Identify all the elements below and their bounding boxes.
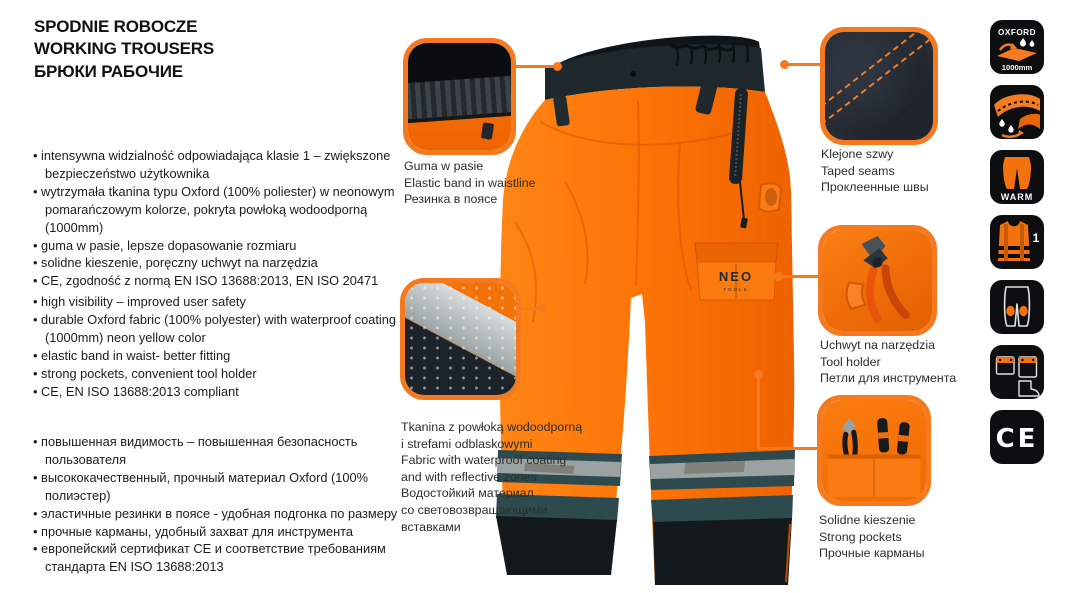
feature-item: • CE, zgodność z normą EN ISO 13688:2013, EN ISO 20471 — [33, 272, 425, 290]
oxford-label: OXFORD — [997, 28, 1037, 37]
feature-item: • прочные карманы, удобный захват для инструмента — [33, 523, 425, 541]
feature-item: • высококачественный, прочный материал Oxford (100% полиэстер) — [33, 469, 425, 505]
label-line: Uchwyt na narzędzia — [820, 338, 936, 352]
label-line: со световозвращающими — [401, 503, 548, 518]
leader-dot-waistband — [553, 62, 562, 71]
label-line: Klejone szwy — [821, 147, 894, 161]
feature-item: • европейский сертификат CE и соответствие требованиям стандарта EN ISO 13688:2013 — [33, 540, 425, 576]
label-line: Tkanina z powłoką wodoodporną — [401, 420, 583, 434]
label-line: Solidne kieszenie — [819, 513, 916, 527]
label-line: Elastic band in waistline — [404, 175, 536, 190]
leader-dot-tool-holder — [774, 272, 783, 281]
callout-taped-seams-label — [821, 146, 929, 196]
feature-item: • strong pockets, convenient tool holder — [33, 365, 425, 383]
feature-item: • high visibility – improved user safety — [33, 293, 425, 311]
tool-holder-detail-image — [823, 230, 932, 331]
title-line-pl: SPODNIE ROBOCZE — [34, 17, 198, 36]
fabric-detail-image — [405, 283, 516, 395]
warm-label: WARM — [1000, 192, 1034, 202]
feature-item: • эластичные резинки в поясе - удобная подгонка по размеру — [33, 505, 425, 523]
feature-item: • solidne kieszenie, poręczny uchwyt na narzędzia — [33, 254, 425, 272]
label-line: вставками — [401, 519, 461, 534]
leader-dot-pockets — [754, 370, 763, 379]
callout-fabric-label — [401, 419, 582, 535]
feature-item: • guma w pasie, lepsze dopasowanie rozmiaru — [33, 237, 425, 255]
label-line: Петли для инструмента — [820, 371, 957, 386]
feature-item: • intensywna widzialność odpowiadająca klasie 1 – zwiększone bezpieczeństwo użytkownika — [33, 147, 425, 183]
title-line-ru: БРЮКИ РАБОЧИЕ — [34, 61, 183, 81]
feature-item: • durable Oxford fabric (100% polyester) with waterproof coating (1000mm) neon yellow color — [33, 311, 425, 347]
ce-mark-icon — [990, 410, 1044, 464]
title-line-en: WORKING TROUSERS — [34, 39, 215, 59]
brand-logo-sub: TOOLS — [723, 287, 749, 292]
certification-badge-column — [990, 20, 1044, 464]
leader-dot-fabric — [538, 304, 547, 313]
label-line: Водостойкий материал — [401, 486, 534, 501]
feature-item: • elastic band in waist- better fitting — [33, 347, 425, 365]
callout-tool-holder-label — [820, 337, 956, 387]
hi-vis-class1-vest-icon — [990, 215, 1044, 269]
label-line: i strefami odblaskowymi — [401, 436, 533, 451]
callout-taped-seams-photo — [820, 27, 938, 145]
strong-pockets-icon — [990, 345, 1044, 399]
label-line: Прочные карманы — [819, 546, 925, 561]
callout-fabric-photo — [400, 278, 521, 400]
label-line: Guma w pasie — [404, 159, 484, 173]
visibility-class-number: 1 — [1032, 231, 1040, 245]
label-line: Strong pockets — [819, 529, 902, 544]
leader-dot-taped-seams — [780, 60, 789, 69]
feature-item: • wytrzymała tkanina typu Oxford (100% poliester) w neonowym pomarańczowym kolorze, pokryta powłoką wodoodporną (1000mm) — [33, 183, 425, 237]
callout-waistband-photo — [403, 38, 516, 155]
feature-list-ru — [33, 433, 425, 576]
label-line: Резинка в поясе — [404, 192, 498, 207]
feature-item: • повышенная видимость – повышенная безопасность пользователя — [33, 433, 425, 469]
leader-line-pockets-h — [759, 447, 817, 450]
label-line: Fabric with waterproof coating — [401, 453, 567, 468]
knee-pad-trousers-icon — [990, 280, 1044, 334]
oxford-1000mm-icon — [990, 20, 1044, 74]
callout-pockets-label — [819, 512, 925, 562]
callout-tool-holder-photo — [818, 225, 937, 336]
label-line: and with reflective zones — [401, 469, 537, 484]
leader-line-taped-seams — [784, 63, 820, 66]
ce-label: CE — [995, 424, 1039, 454]
feature-list-en — [33, 293, 425, 400]
leader-line-pockets-v — [757, 374, 760, 450]
waistband-detail-image — [408, 43, 511, 150]
taped-seams-detail-image — [825, 32, 933, 140]
feature-item: • CE, EN ISO 13688:2013 compliant — [33, 383, 425, 401]
taped-seams-icon — [990, 85, 1044, 139]
warm-trousers-icon — [990, 150, 1044, 204]
pockets-detail-image — [822, 400, 926, 501]
brand-logo: NEO — [718, 269, 754, 284]
feature-list-pl — [33, 147, 425, 290]
page-title — [34, 16, 214, 83]
oxford-rating: 1000mm — [1001, 63, 1033, 72]
label-line: Tool holder — [820, 354, 881, 369]
label-line: Taped seams — [821, 163, 895, 178]
leader-line-tool-holder — [778, 275, 818, 278]
label-line: Проклеенные швы — [821, 180, 929, 195]
callout-waistband-label — [404, 158, 536, 208]
callout-pockets-photo — [817, 395, 931, 506]
